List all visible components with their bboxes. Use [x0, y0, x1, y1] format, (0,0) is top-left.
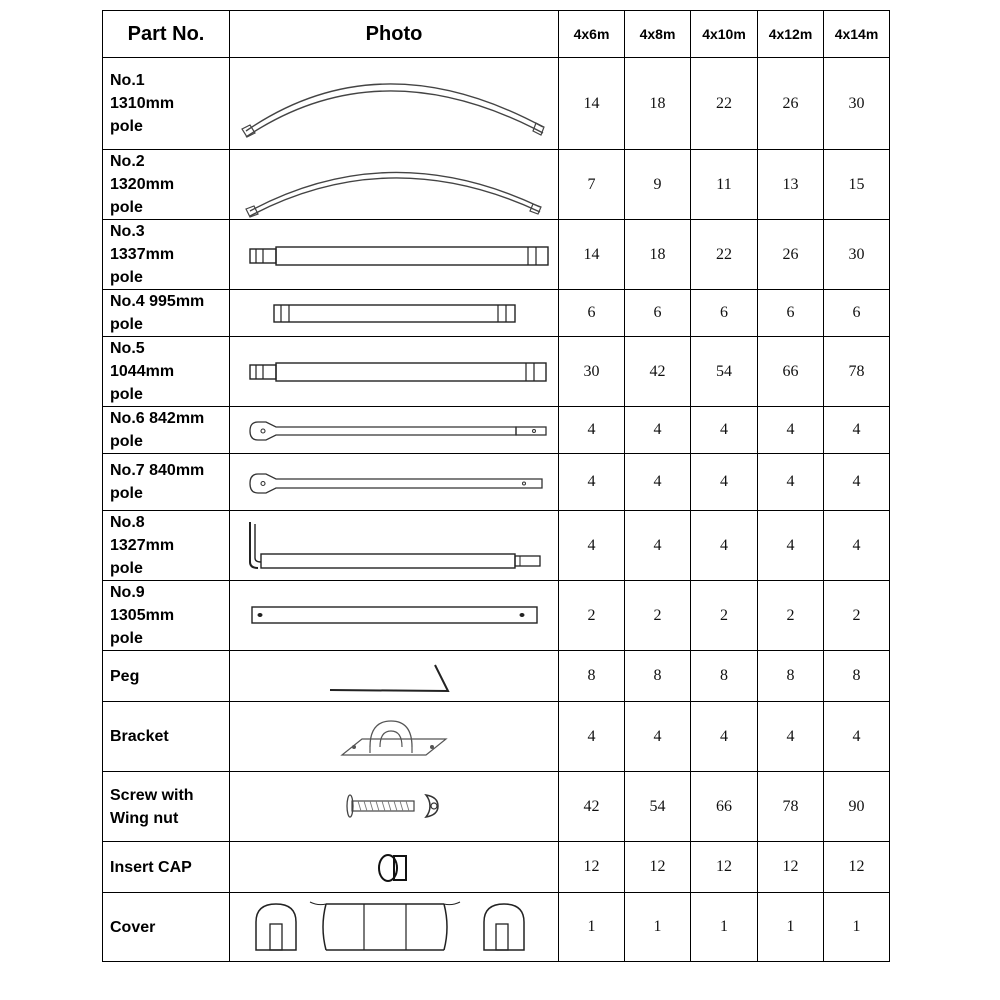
screw-wing-nut-icon [230, 773, 559, 841]
qty-4x12: 4 [758, 511, 824, 581]
qty-4x14: 78 [824, 337, 890, 407]
table-row [103, 337, 890, 407]
part-photo [230, 407, 559, 454]
table-row [103, 150, 890, 220]
qty-4x12: 4 [758, 702, 824, 772]
qty-4x14: 2 [824, 581, 890, 651]
qty-4x12: 8 [758, 651, 824, 702]
header-size-4x6: 4x6m [559, 11, 625, 58]
table-row [103, 511, 890, 581]
curved-pole-icon [230, 151, 559, 218]
qty-4x6: 4 [559, 407, 625, 454]
part-name: Screw with Wing nut [103, 772, 230, 842]
table-row [103, 581, 890, 651]
straight-pole-icon [230, 291, 559, 335]
qty-4x8: 12 [625, 842, 691, 893]
qty-4x10: 2 [691, 581, 758, 651]
table-row [103, 454, 890, 511]
header-size-4x8: 4x8m [625, 11, 691, 58]
straight-pole-icon [230, 338, 559, 405]
header-photo: Photo [230, 11, 559, 58]
qty-4x10: 8 [691, 651, 758, 702]
part-photo [230, 772, 559, 842]
qty-4x8: 2 [625, 581, 691, 651]
qty-4x12: 6 [758, 290, 824, 337]
qty-4x12: 4 [758, 407, 824, 454]
qty-4x8: 4 [625, 407, 691, 454]
qty-4x12: 1 [758, 893, 824, 962]
qty-4x10: 4 [691, 702, 758, 772]
header-size-4x12: 4x12m [758, 11, 824, 58]
part-photo [230, 511, 559, 581]
part-name: No.8 1327mm pole [103, 511, 230, 581]
header-row [103, 11, 890, 58]
part-photo [230, 337, 559, 407]
part-name: No.9 1305mm pole [103, 581, 230, 651]
part-name: Cover [103, 893, 230, 962]
qty-4x14: 90 [824, 772, 890, 842]
qty-4x10: 4 [691, 407, 758, 454]
table-row [103, 651, 890, 702]
qty-4x6: 2 [559, 581, 625, 651]
qty-4x8: 4 [625, 702, 691, 772]
qty-4x6: 4 [559, 454, 625, 511]
header-part-no: Part No. [103, 11, 230, 58]
qty-4x6: 7 [559, 150, 625, 220]
part-photo [230, 220, 559, 290]
qty-4x14: 6 [824, 290, 890, 337]
qty-4x14: 1 [824, 893, 890, 962]
cover-icon [230, 894, 559, 961]
part-name: No.3 1337mm pole [103, 220, 230, 290]
header-size-4x14: 4x14m [824, 11, 890, 58]
part-name: No.4 995mm pole [103, 290, 230, 337]
qty-4x6: 1 [559, 893, 625, 962]
qty-4x14: 4 [824, 454, 890, 511]
qty-4x8: 4 [625, 511, 691, 581]
qty-4x10: 22 [691, 58, 758, 150]
table-row [103, 842, 890, 893]
qty-4x10: 12 [691, 842, 758, 893]
bent-pole-icon [230, 512, 559, 579]
eyelet-pole-icon [230, 408, 559, 453]
part-photo [230, 893, 559, 962]
qty-4x8: 4 [625, 454, 691, 511]
qty-4x10: 22 [691, 220, 758, 290]
qty-4x12: 26 [758, 220, 824, 290]
qty-4x10: 4 [691, 511, 758, 581]
part-photo [230, 454, 559, 511]
qty-4x6: 4 [559, 702, 625, 772]
qty-4x14: 12 [824, 842, 890, 893]
qty-4x10: 11 [691, 150, 758, 220]
part-name: Insert CAP [103, 842, 230, 893]
qty-4x6: 8 [559, 651, 625, 702]
qty-4x14: 8 [824, 651, 890, 702]
part-photo [230, 58, 559, 150]
qty-4x10: 54 [691, 337, 758, 407]
qty-4x14: 4 [824, 702, 890, 772]
qty-4x6: 30 [559, 337, 625, 407]
qty-4x12: 4 [758, 454, 824, 511]
qty-4x12: 13 [758, 150, 824, 220]
header-size-4x10: 4x10m [691, 11, 758, 58]
qty-4x6: 4 [559, 511, 625, 581]
qty-4x14: 4 [824, 511, 890, 581]
qty-4x10: 66 [691, 772, 758, 842]
eyelet-pole-icon [230, 455, 559, 510]
qty-4x6: 12 [559, 842, 625, 893]
part-photo [230, 842, 559, 893]
qty-4x14: 30 [824, 220, 890, 290]
qty-4x10: 1 [691, 893, 758, 962]
qty-4x12: 78 [758, 772, 824, 842]
part-name: Peg [103, 651, 230, 702]
qty-4x8: 54 [625, 772, 691, 842]
part-name: No.6 842mm pole [103, 407, 230, 454]
part-name: Bracket [103, 702, 230, 772]
qty-4x6: 14 [559, 58, 625, 150]
qty-4x6: 6 [559, 290, 625, 337]
parts-table [102, 10, 890, 962]
table-row [103, 772, 890, 842]
table-row [103, 702, 890, 772]
qty-4x8: 9 [625, 150, 691, 220]
straight-pole-icon [230, 221, 559, 289]
qty-4x6: 42 [559, 772, 625, 842]
qty-4x12: 12 [758, 842, 824, 893]
table-row [103, 58, 890, 150]
qty-4x14: 15 [824, 150, 890, 220]
part-name: No.2 1320mm pole [103, 150, 230, 220]
peg-icon [230, 652, 559, 701]
part-name: No.5 1044mm pole [103, 337, 230, 407]
qty-4x8: 8 [625, 651, 691, 702]
curved-pole-icon [230, 59, 559, 149]
table-row [103, 893, 890, 962]
qty-4x10: 4 [691, 454, 758, 511]
part-photo [230, 581, 559, 651]
qty-4x6: 14 [559, 220, 625, 290]
qty-4x12: 2 [758, 581, 824, 651]
insert-cap-icon [230, 843, 559, 892]
qty-4x14: 30 [824, 58, 890, 150]
table-row [103, 407, 890, 454]
qty-4x12: 26 [758, 58, 824, 150]
table-row [103, 220, 890, 290]
part-photo [230, 150, 559, 220]
qty-4x8: 1 [625, 893, 691, 962]
part-name: No.7 840mm pole [103, 454, 230, 511]
qty-4x8: 18 [625, 58, 691, 150]
qty-4x12: 66 [758, 337, 824, 407]
qty-4x8: 6 [625, 290, 691, 337]
part-name: No.1 1310mm pole [103, 58, 230, 150]
part-photo [230, 651, 559, 702]
qty-4x10: 6 [691, 290, 758, 337]
part-photo [230, 702, 559, 772]
part-photo [230, 290, 559, 337]
qty-4x8: 18 [625, 220, 691, 290]
table-row [103, 290, 890, 337]
flat-bar-icon [230, 582, 559, 650]
qty-4x8: 42 [625, 337, 691, 407]
qty-4x14: 4 [824, 407, 890, 454]
bracket-icon [230, 703, 559, 771]
